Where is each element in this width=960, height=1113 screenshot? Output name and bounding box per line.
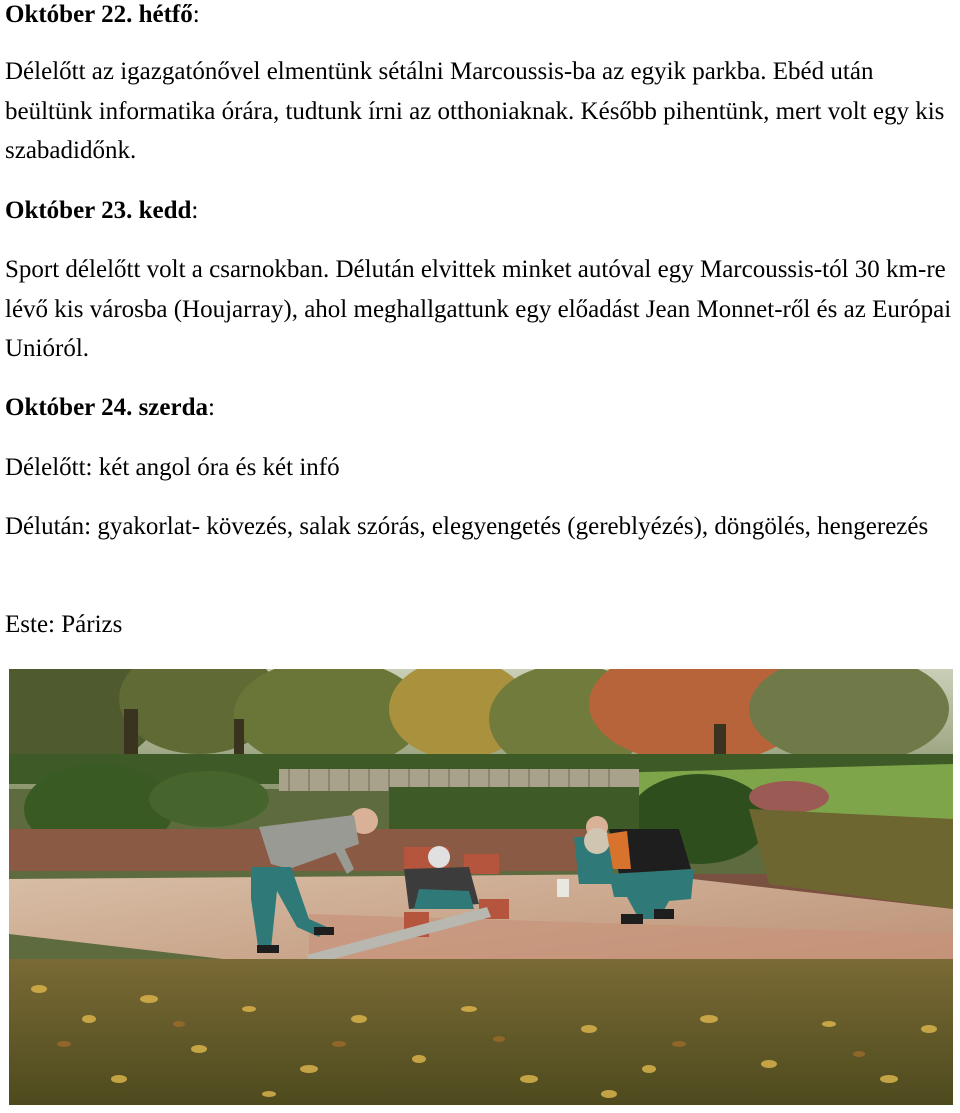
entry-date: Október 24. szerda bbox=[5, 394, 208, 421]
entry-paragraph-afternoon: Délután: gyakorlat- kövezés, salak szórás, elegyengetés (gereblyézés), döngölés, hengerezés bbox=[5, 513, 929, 540]
entry-paragraph: Délelőtt az igazgatónővel elmentünk sétálni Marcoussis-ba az egyik parkba. Ebéd után beültünk informatika órára, tudtunk írni az otthoniaknak. Később pihentünk, mert volt egy kis szabadidőnk. bbox=[5, 58, 945, 164]
heading-colon: : bbox=[192, 1, 200, 28]
entry-paragraph-morning: Délelőtt: két angol óra és két infó bbox=[5, 454, 340, 481]
entry-paragraph-evening: Este: Párizs bbox=[5, 611, 123, 638]
entry-date: Október 23. kedd bbox=[5, 197, 192, 224]
entry-date: Október 22. hétfő bbox=[5, 1, 193, 28]
entry-heading-oct-24 bbox=[5, 393, 215, 423]
heading-colon: : bbox=[208, 394, 215, 421]
photo-leaf-ground bbox=[9, 959, 953, 1105]
heading-colon: : bbox=[191, 197, 199, 224]
entry-heading-oct-22 bbox=[5, 0, 200, 30]
park-work-photo bbox=[9, 669, 953, 1105]
entry-paragraph: Sport délelőtt volt a csarnokban. Délután elvittek minket autóval egy Marcoussis-tól 30 km-re lévő kis városba (Houjarray), ahol meghallgattunk egy előadást Jean Monnet-ről és az Európai Unióról. bbox=[5, 256, 952, 362]
entry-heading-oct-23 bbox=[5, 196, 198, 226]
